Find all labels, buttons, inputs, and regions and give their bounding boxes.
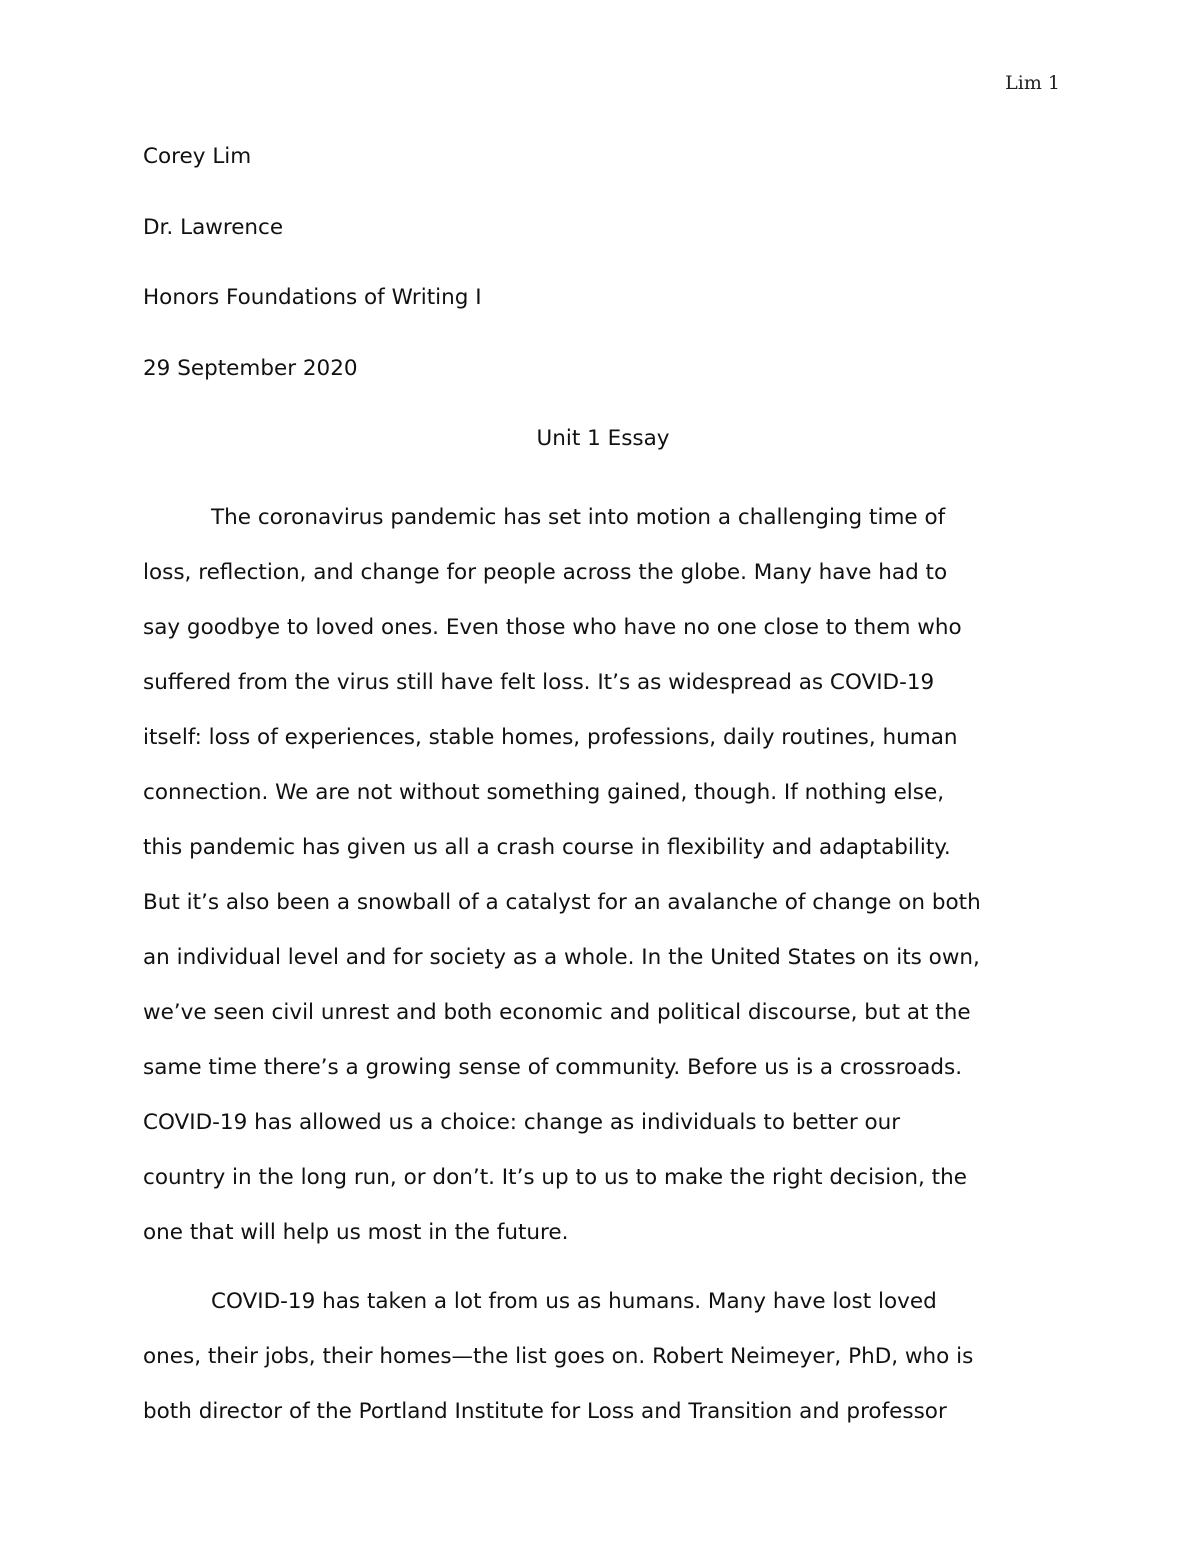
paragraph-line: suffered from the virus still have felt loss. It’s as widespread as COVID-19	[143, 669, 935, 695]
essay-date: 29 September 2020	[143, 355, 358, 381]
paragraph-line: COVID-19 has allowed us a choice: change as individuals to better our	[143, 1109, 901, 1135]
paragraph-spacing	[143, 1260, 1063, 1274]
paragraph-line: ones, their jobs, their homes—the list goes on. Robert Neimeyer, PhD, who is	[143, 1343, 974, 1369]
paragraph-line: say goodbye to loved ones. Even those who have no one close to them who	[143, 614, 962, 640]
paragraph-line: we’ve seen civil unrest and both economic and political discourse, but at the	[143, 999, 971, 1025]
paragraph-1	[143, 490, 1063, 1260]
paragraph-line: an individual level and for society as a whole. In the United States on its own,	[143, 944, 980, 970]
paragraph-line: itself: loss of experiences, stable homes, professions, daily routines, human	[143, 724, 958, 750]
essay-body	[143, 137, 1063, 1439]
instructor-name: Dr. Lawrence	[143, 214, 284, 240]
paragraph-line: The coronavirus pandemic has set into motion a challenging time of	[211, 504, 946, 530]
paragraph-line: COVID-19 has taken a lot from us as humans. Many have lost loved	[211, 1288, 937, 1314]
paragraph-line: But it’s also been a snowball of a catalyst for an avalanche of change on both	[143, 889, 981, 915]
paragraph-line: both director of the Portland Institute for Loss and Transition and professor	[143, 1398, 947, 1424]
paragraph-line: this pandemic has given us all a crash course in flexibility and adaptability.	[143, 834, 951, 860]
paragraph-line: connection. We are not without something gained, though. If nothing else,	[143, 779, 945, 805]
running-head: Lim 1	[1005, 72, 1060, 94]
paragraph-line: same time there’s a growing sense of community. Before us is a crossroads.	[143, 1054, 963, 1080]
paragraph-line: one that will help us most in the future.	[143, 1219, 569, 1245]
paragraph-line: country in the long run, or don’t. It’s up to us to make the right decision, the	[143, 1164, 967, 1190]
paragraph-line: loss, reflection, and change for people across the globe. Many have had to	[143, 559, 948, 585]
essay-title: Unit 1 Essay	[536, 426, 670, 451]
paragraph-2	[143, 1274, 1063, 1439]
student-name: Corey Lim	[143, 144, 252, 169]
course-name: Honors Foundations of Writing I	[143, 285, 482, 310]
